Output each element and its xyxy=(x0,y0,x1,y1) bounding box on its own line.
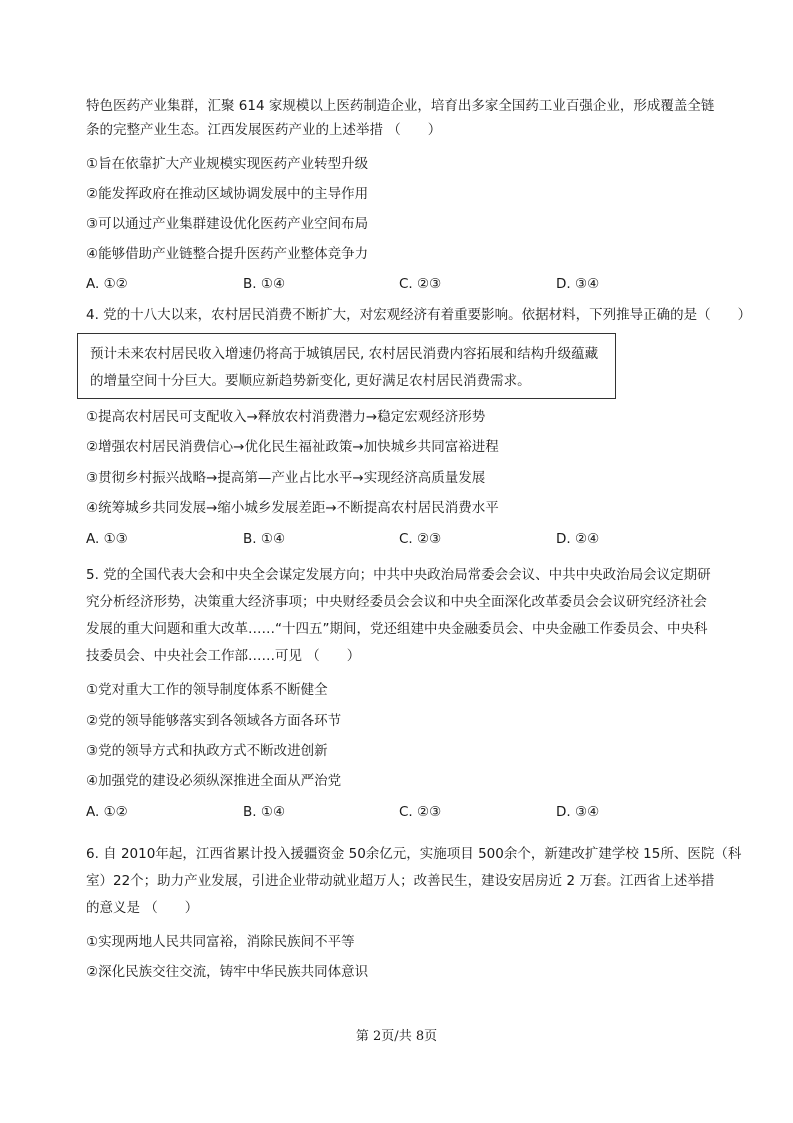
q5-choice-c[interactable]: C. ②③ xyxy=(399,804,442,820)
q4-choice-a[interactable]: A. ①③ xyxy=(86,531,128,547)
q4-option-4: ④统筹城乡共同发展→缩小城乡发展差距→不断提高农村居民消费水平 xyxy=(86,500,499,516)
q5-option-1: ①党对重大工作的领导制度体系不断健全 xyxy=(86,682,328,698)
q6-stem-line-1: 6. 自 2010年起，江西省累计投入援疆资金 50余亿元，实施项目 500余个，新建改扩建学校 15所、医院（科 xyxy=(86,846,742,862)
q6-stem-line-2: 室）22个；助力产业发展，引进企业带动就业超万人；改善民生，建设安居房近 2 万套。江西省上述举措 xyxy=(86,873,715,889)
q3-choices xyxy=(86,275,726,293)
q4-material-line-1: 预计未来农村居民收入增速仍将高于城镇居民, 农村居民消费内容拓展和结构升级蕴藏 xyxy=(90,346,599,362)
q3-option-1: ①旨在依靠扩大产业规模实现医药产业转型升级 xyxy=(86,156,369,172)
q6-option-2: ②深化民族交往交流，铸牢中华民族共同体意识 xyxy=(86,964,369,980)
q3-option-2: ②能发挥政府在推动区域协调发展中的主导作用 xyxy=(86,186,369,202)
q5-choices xyxy=(86,803,726,821)
q3-stem-line-2: 条的完整产业生态。江西发展医药产业的上述举措 （ ） xyxy=(86,122,442,138)
q3-option-4: ④能够借助产业链整合提升医药产业整体竞争力 xyxy=(86,246,369,262)
q3-choice-a[interactable]: A. ①② xyxy=(86,276,128,292)
q3-choice-c[interactable]: C. ②③ xyxy=(399,276,442,292)
q4-stem: 4. 党的十八大以来，农村居民消费不断扩大，对宏观经济有着重要影响。依据材料，下列推导正确的是（ ） xyxy=(86,307,752,323)
q5-choice-a[interactable]: A. ①② xyxy=(86,804,128,820)
q3-choice-b[interactable]: B. ①④ xyxy=(243,276,286,292)
q4-option-2: ②增强农村居民消费信心→优化民生福祉政策→加快城乡共同富裕进程 xyxy=(86,439,499,455)
q4-choice-b[interactable]: B. ①④ xyxy=(243,531,286,547)
q4-material-line-2: 的增量空间十分巨大。要顺应新趋势新变化, 更好满足农村居民消费需求。 xyxy=(90,373,531,389)
page-number: 第 2页/共 8页 xyxy=(355,1029,438,1044)
q4-option-3: ③贯彻乡村振兴战略→提高第—产业占比水平→实现经济高质量发展 xyxy=(86,470,486,486)
q5-option-2: ②党的领导能够落实到各领域各方面各环节 xyxy=(86,713,342,729)
q5-option-3: ③党的领导方式和执政方式不断改进创新 xyxy=(86,743,328,759)
q5-option-4: ④加强党的建设必须纵深推进全面从严治党 xyxy=(86,773,342,789)
q5-stem-line-3: 发展的重大问题和重大改革……“十四五”期间，党还组建中央金融委员会、中央金融工作委员会、中央科 xyxy=(86,621,708,637)
q5-choice-b[interactable]: B. ①④ xyxy=(243,804,286,820)
q5-stem-line-1: 5. 党的全国代表大会和中央全会谋定发展方向；中共中央政治局常委会会议、中共中央政治局会议定期研 xyxy=(86,567,711,583)
q6-option-1: ①实现两地人民共同富裕，消除民族间不平等 xyxy=(86,934,355,950)
q4-choice-c[interactable]: C. ②③ xyxy=(399,531,442,547)
q5-stem-line-2: 究分析经济形势，决策重大经济事项；中央财经委员会会议和中央全面深化改革委员会会议研究经济社会 xyxy=(86,594,707,610)
q3-stem-line-1: 特色医药产业集群，汇聚 614 家规模以上医药制造企业，培育出多家全国药工业百强企业，形成覆盖全链 xyxy=(86,98,715,114)
q5-choice-d[interactable]: D. ③④ xyxy=(556,804,600,820)
q4-choices xyxy=(86,530,726,548)
q5-stem-line-4: 技委员会、中央社会工作部……可见 （ ） xyxy=(86,648,361,664)
q3-choice-d[interactable]: D. ③④ xyxy=(556,276,600,292)
q3-option-3: ③可以通过产业集群建设优化医药产业空间布局 xyxy=(86,216,369,232)
q4-choice-d[interactable]: D. ②④ xyxy=(556,531,600,547)
q4-option-1: ①提高农村居民可支配收入→释放农村消费潜力→稳定宏观经济形势 xyxy=(86,409,486,425)
q4-material-box xyxy=(77,333,616,399)
q6-stem-line-3: 的意义是 （ ） xyxy=(86,900,199,916)
